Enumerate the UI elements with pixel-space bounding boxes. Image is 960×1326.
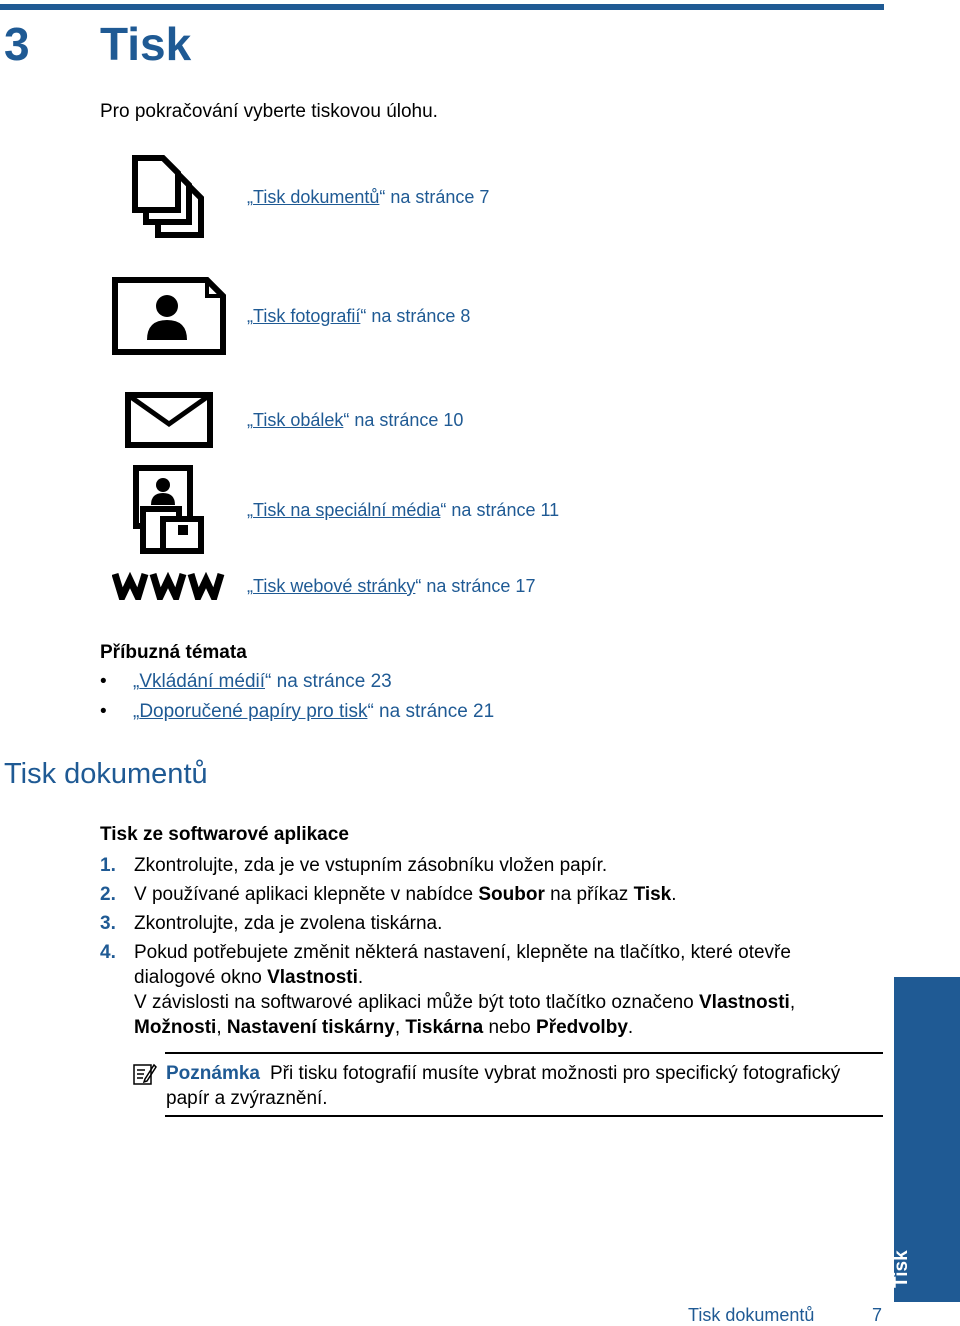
footer-section-title: Tisk dokumentů: [688, 1305, 815, 1325]
page-reference: “ na stránce 10: [343, 410, 464, 430]
page-reference: “ na stránce 8: [360, 306, 471, 326]
chapter-rule: [0, 4, 884, 10]
subsection-heading: Tisk ze softwarové aplikace: [100, 824, 349, 845]
page-reference: “ na stránce 21: [367, 701, 495, 722]
bullet: •: [100, 701, 107, 722]
task-link-text[interactable]: Tisk na speciální média: [253, 500, 441, 520]
step-4: [100, 940, 860, 1040]
open-quote: „: [247, 576, 253, 596]
note-box: [166, 1061, 886, 1111]
note-bottom-rule: [165, 1115, 883, 1117]
intro-text: Pro pokračování vyberte tiskovou úlohu.: [100, 101, 438, 122]
side-chapter-tab: Tisk: [894, 977, 960, 1302]
open-quote: „: [133, 671, 140, 692]
task-link-text[interactable]: Tisk webové stránky: [253, 576, 416, 596]
page-reference: “ na stránce 7: [379, 187, 490, 207]
step-4-detail: V závislosti na softwarové aplikaci může být toto tlačítko označeno Vlastnosti, Možnosti, Nastavení tiskárny, Tiskárna nebo Předvolby.: [134, 992, 796, 1038]
note-pencil-icon: [133, 1062, 157, 1086]
open-quote: „: [247, 410, 253, 430]
documents-icon: [132, 155, 206, 239]
photo-icon: [111, 276, 227, 356]
step-1: [100, 853, 860, 878]
step-number: 1.: [100, 855, 116, 876]
step-3: [100, 911, 860, 936]
related-link-recommended-papers[interactable]: [100, 700, 494, 724]
open-quote: „: [133, 701, 140, 722]
related-topics-heading: Příbuzná témata: [100, 642, 247, 663]
note-text: Při tisku fotografií musíte vybrat možnosti pro specifický fotografický papír a zvýraznění.: [166, 1063, 841, 1109]
task-link-photos[interactable]: [247, 305, 470, 327]
step-text: Pokud potřebujete změnit některá nastavení, klepněte na tlačítko, které otevře dialogové okno Vlastnosti.: [134, 942, 791, 988]
open-quote: „: [247, 500, 253, 520]
task-link-web-page[interactable]: [247, 575, 535, 597]
chapter-title: Tisk: [100, 18, 192, 70]
step-2: [100, 882, 860, 907]
open-quote: „: [247, 306, 253, 326]
section-title: Tisk dokumentů: [4, 758, 208, 790]
step-text: Zkontrolujte, zda je zvolena tiskárna.: [134, 913, 443, 934]
task-link-text[interactable]: Tisk obálek: [253, 410, 344, 430]
envelope-icon: [125, 392, 213, 448]
related-link-text[interactable]: Vkládání médií: [139, 671, 266, 692]
related-link-text[interactable]: Doporučené papíry pro tisk: [139, 701, 368, 722]
step-text: Zkontrolujte, zda je ve vstupním zásobníku vložen papír.: [134, 855, 608, 876]
page-reference: “ na stránce 11: [440, 500, 560, 520]
note-top-rule: [165, 1052, 883, 1054]
step-number: 2.: [100, 884, 116, 905]
note-label: Poznámka: [166, 1063, 260, 1084]
step-number: 3.: [100, 913, 116, 934]
task-link-text[interactable]: Tisk dokumentů: [253, 187, 380, 207]
www-icon: [112, 572, 226, 600]
related-link-loading-media[interactable]: [100, 670, 392, 694]
task-link-envelopes[interactable]: [247, 409, 463, 431]
task-link-documents[interactable]: [247, 186, 489, 208]
step-text: V používané aplikaci klepněte v nabídce Soubor na příkaz Tisk.: [134, 884, 677, 905]
task-link-text[interactable]: Tisk fotografií: [253, 306, 361, 326]
page-reference: “ na stránce 17: [415, 576, 536, 596]
special-media-icon: [133, 465, 207, 555]
task-link-special-media[interactable]: [247, 499, 559, 521]
chapter-number: 3: [4, 18, 30, 70]
footer-page-number: 7: [872, 1305, 883, 1325]
step-number: 4.: [100, 942, 116, 963]
page-reference: “ na stránce 23: [265, 671, 392, 692]
bullet: •: [100, 671, 107, 692]
open-quote: „: [247, 187, 253, 207]
